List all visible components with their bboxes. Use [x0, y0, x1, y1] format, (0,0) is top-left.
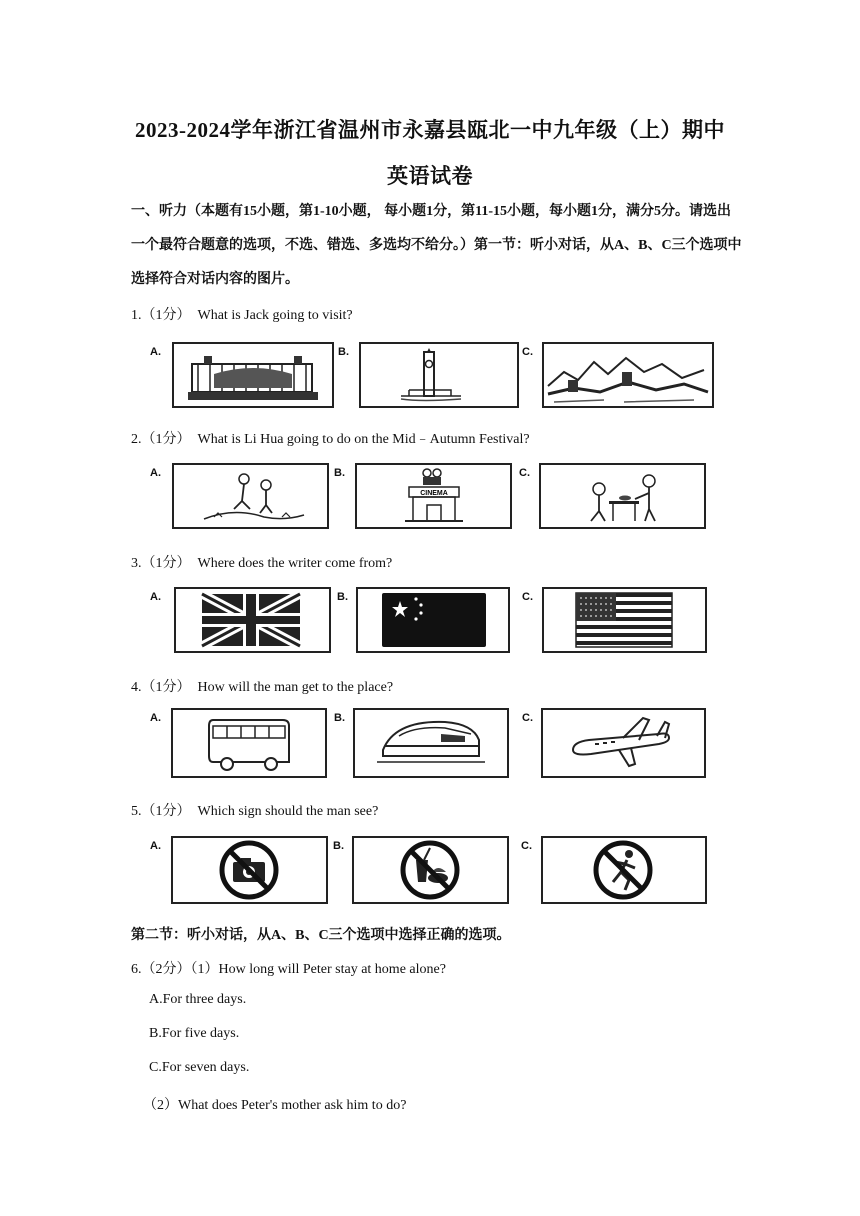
option-a-image[interactable] — [171, 708, 327, 778]
us-flag-icon — [544, 589, 705, 651]
bus-icon — [173, 710, 325, 776]
big-ben-icon — [361, 344, 517, 406]
option-label: C. — [522, 346, 533, 358]
exam-title-line2: 英语试卷 — [387, 164, 473, 188]
option-label: B. — [334, 467, 345, 479]
option-c-image[interactable] — [541, 836, 707, 904]
option-a-image[interactable] — [174, 587, 331, 653]
great-wall-icon — [544, 344, 712, 406]
option-c-image[interactable] — [542, 342, 714, 408]
option-c-image[interactable] — [541, 708, 706, 778]
climbing-icon — [174, 465, 327, 527]
option-label: B. — [334, 712, 345, 724]
option-label: C. — [519, 467, 530, 479]
uk-flag-icon — [176, 589, 329, 651]
q6-part2: （2）What does Peter's mother ask him to do? — [143, 1098, 407, 1113]
q6-choice-b[interactable]: B.For five days. — [149, 1026, 240, 1041]
option-label: A. — [150, 712, 161, 724]
question-1: 1.（1分） What is Jack going to visit? — [131, 308, 353, 323]
question-3-options — [150, 587, 720, 659]
option-b-image[interactable] — [356, 587, 510, 653]
no-food-icon — [354, 838, 507, 902]
no-running-icon — [543, 838, 705, 902]
option-label: B. — [333, 840, 344, 852]
option-a-image[interactable] — [172, 463, 329, 529]
option-label: C. — [522, 712, 533, 724]
option-label: A. — [150, 467, 161, 479]
option-label: A. — [150, 346, 161, 358]
exam-title-line1: 2023-2024学年浙江省温州市永嘉县瓯北一中九年级（上）期中 — [135, 118, 725, 142]
cinema-icon — [357, 465, 510, 527]
building-icon — [174, 344, 332, 406]
question-2-options — [150, 463, 720, 535]
option-label: A. — [150, 840, 161, 852]
option-c-image[interactable] — [542, 587, 707, 653]
dinner-icon — [541, 465, 704, 527]
section2-heading: 第二节：听小对话，从A、B、C三个选项中选择正确的选项。 — [131, 928, 511, 943]
question-5: 5.（1分） Which sign should the man see? — [131, 804, 379, 819]
option-b-image[interactable] — [353, 708, 509, 778]
train-icon — [355, 710, 507, 776]
q6-choice-a[interactable]: A.For three days. — [149, 992, 247, 1007]
option-label: B. — [338, 346, 349, 358]
no-camera-icon — [173, 838, 326, 902]
question-5-options — [150, 836, 720, 908]
question-6: 6.（2分）（1）How long will Peter stay at home alone? — [131, 962, 446, 977]
q6-choice-c[interactable]: C.For seven days. — [149, 1060, 250, 1075]
option-b-image[interactable] — [355, 463, 512, 529]
svg-text:CINEMA: CINEMA — [420, 490, 448, 497]
question-4: 4.（1分） How will the man get to the place? — [131, 680, 394, 695]
question-2: 2.（1分） What is Li Hua going to do on the Mid﹣Autumn Festival? — [131, 432, 530, 447]
option-label: A. — [150, 591, 161, 603]
section1-intro: 一、听力（本题有15小题，第1-10小题， 每小题1分，第11-15小题，每小题1分，满分5分。请选出一个最符合题意的选项，不选、错选、多选均不给分。）第一节：听小对话，从A、B、C三个选项中选择符合对话内容的图片。 — [131, 204, 742, 287]
option-label: B. — [337, 591, 348, 603]
option-c-image[interactable] — [539, 463, 706, 529]
option-a-image[interactable] — [172, 342, 334, 408]
question-4-options — [150, 708, 720, 780]
china-flag-icon — [358, 589, 508, 651]
option-a-image[interactable] — [171, 836, 328, 904]
option-label: C. — [522, 591, 533, 603]
question-1-options — [150, 342, 720, 414]
option-b-image[interactable] — [352, 836, 509, 904]
plane-icon — [543, 710, 704, 776]
question-3: 3.（1分） Where does the writer come from? — [131, 556, 393, 571]
option-b-image[interactable] — [359, 342, 519, 408]
option-label: C. — [521, 840, 532, 852]
